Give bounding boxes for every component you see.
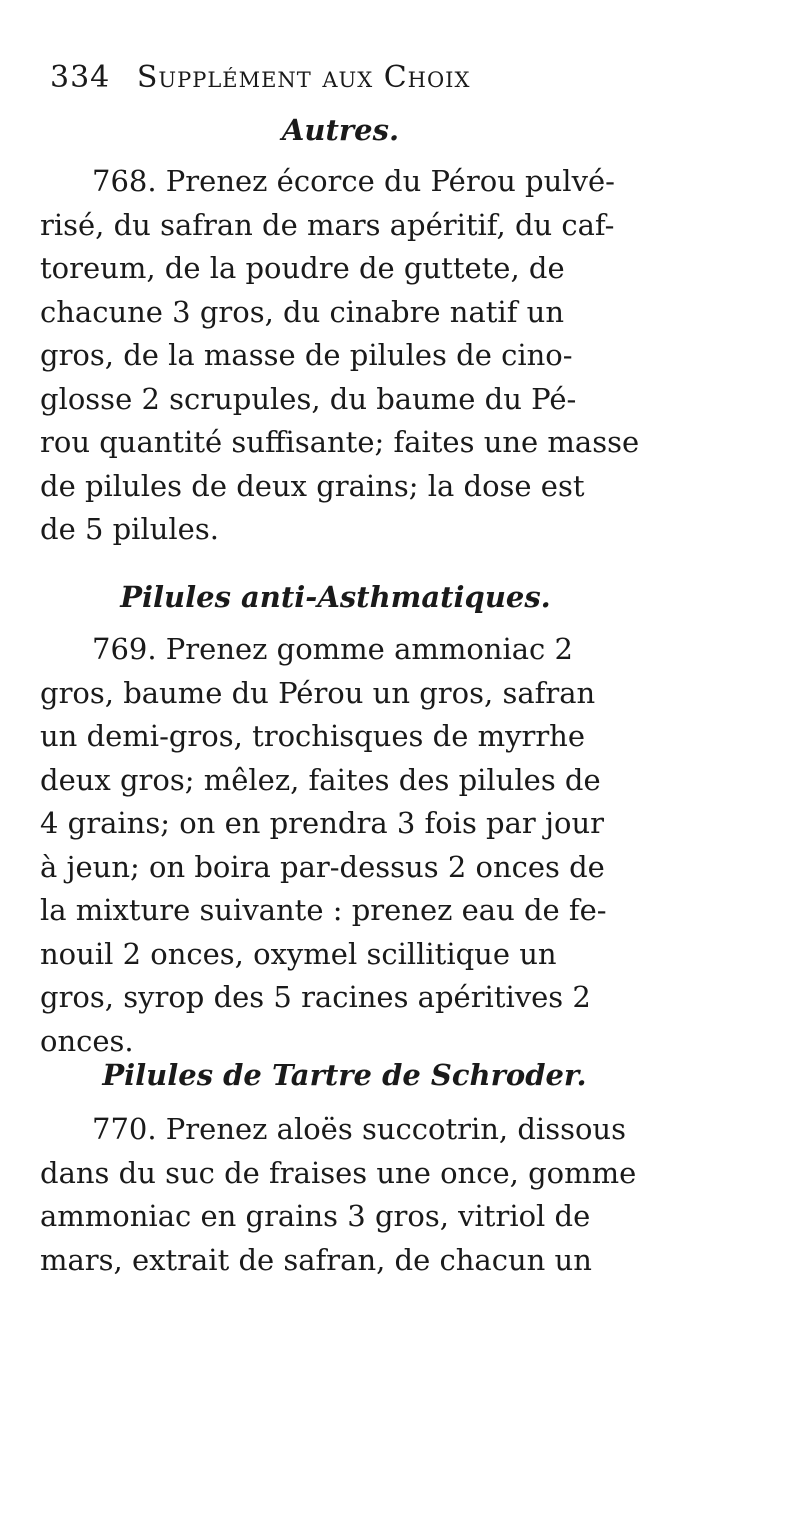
text-line: gros, de la masse de pilules de cino- bbox=[40, 338, 573, 372]
running-head bbox=[50, 60, 470, 95]
text-line: rou quantité suffisante; faites une masse bbox=[40, 425, 640, 459]
text-line: onces. bbox=[40, 1023, 134, 1058]
text-line: glosse 2 scrupules, du baume du Pé- bbox=[40, 381, 577, 416]
text-line: 769. Prenez gomme ammoniac 2 bbox=[92, 632, 573, 666]
page-number: 334 bbox=[50, 60, 111, 95]
text-line: un demi-gros, trochisques de myrrhe bbox=[40, 719, 586, 753]
text-line: à jeun; on boira par-dessus 2 onces de bbox=[40, 849, 605, 884]
paragraph-768 bbox=[40, 160, 770, 552]
text-line: de pilules de deux grains; la dose est bbox=[40, 468, 585, 503]
section-heading-autres: Autres. bbox=[281, 113, 400, 147]
text-line: chacune 3 gros, du cinabre natif un bbox=[40, 294, 565, 329]
text-line: deux gros; mêlez, faites des pilules de bbox=[40, 762, 601, 797]
text-line: de 5 pilules. bbox=[40, 512, 219, 546]
text-line: 770. Prenez aloës succotrin, dissous bbox=[92, 1112, 626, 1146]
text-line: 4 grains; on en prendra 3 fois par jour bbox=[40, 806, 604, 840]
running-title: Supplément aux Choix bbox=[136, 60, 471, 95]
text-line: risé, du safran de mars apéritif, du caf- bbox=[40, 207, 615, 242]
section-heading-anti-asthmatiques: Pilules anti-Asthmatiques. bbox=[120, 580, 551, 614]
paragraph-769 bbox=[40, 628, 770, 1063]
text-line: dans du suc de fraises une once, gomme bbox=[40, 1155, 637, 1190]
text-line: 768. Prenez écorce du Pérou pulvé- bbox=[92, 164, 615, 198]
paragraph-770 bbox=[40, 1108, 770, 1282]
text-line: gros, baume du Pérou un gros, safran bbox=[40, 675, 596, 710]
text-line: nouil 2 onces, oxymel scillitique un bbox=[40, 936, 557, 971]
section-heading-tartre-schroder: Pilules de Tartre de Schroder. bbox=[102, 1058, 587, 1092]
text-line: ammoniac en grains 3 gros, vitriol de bbox=[40, 1199, 591, 1233]
text-line: mars, extrait de safran, de chacun un bbox=[40, 1242, 592, 1277]
text-line: gros, syrop des 5 racines apéritives 2 bbox=[40, 980, 591, 1014]
text-line: toreum, de la poudre de guttete, de bbox=[40, 251, 565, 285]
text-line: la mixture suivante : prenez eau de fe- bbox=[40, 893, 607, 927]
